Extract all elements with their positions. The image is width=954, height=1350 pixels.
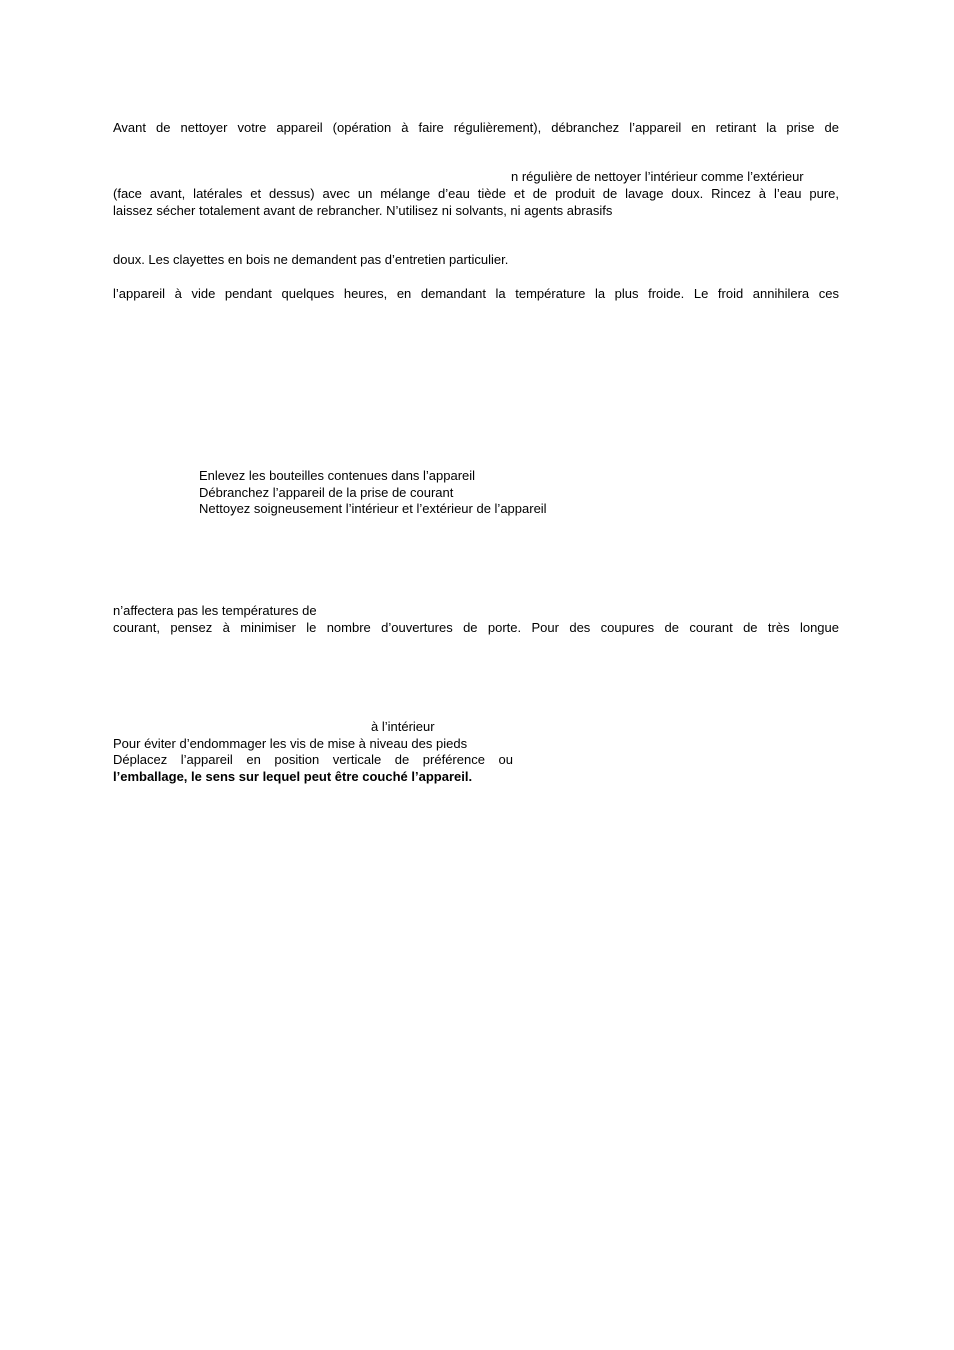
step-clean: Nettoyez soigneusement l’intérieur et l’extérieur de l’appareil	[199, 501, 547, 516]
step-unplug: Débranchez l’appareil de la prise de courant	[199, 485, 454, 500]
power-cut-temp-line: n’affectera pas les températures de	[113, 603, 317, 618]
cleaning-regular-line: n régulière de nettoyer l’intérieur comme l’extérieur	[511, 169, 804, 184]
cleaning-mixture-line: (face avant, latérales et dessus) avec un mélange d’eau tiède et de produit de lavage doux. Rincez à l’eau pure,	[113, 186, 839, 201]
step-remove-bottles: Enlevez les bouteilles contenues dans l’appareil	[199, 468, 476, 483]
wood-shelves-line: doux. Les clayettes en bois ne demandent pas d’entretien particulier.	[113, 252, 509, 267]
power-cut-door-line: courant, pensez à minimiser le nombre d’ouvertures de porte. Pour des coupures de courant de très longue	[113, 620, 839, 635]
move-feet-line: Pour éviter d’endommager les vis de mise à niveau des pieds	[113, 736, 468, 751]
move-inside-line: à l’intérieur	[371, 719, 435, 734]
cleaning-intro-line: Avant de nettoyer votre appareil (opération à faire régulièrement), débranchez l’appareil en retirant la prise de	[113, 120, 839, 135]
odor-cold-line: l’appareil à vide pendant quelques heures, en demandant la température la plus froide. Le froid annihilera ces	[113, 286, 839, 301]
move-vertical-line: Déplacez l’appareil en position verticale de préférence ou	[113, 752, 513, 767]
cleaning-dry-line: laissez sécher totalement avant de rebrancher. N’utilisez ni solvants, ni agents abrasifs	[113, 203, 613, 218]
move-packaging-line: l’emballage, le sens sur lequel peut être couché l’appareil.	[113, 769, 473, 784]
